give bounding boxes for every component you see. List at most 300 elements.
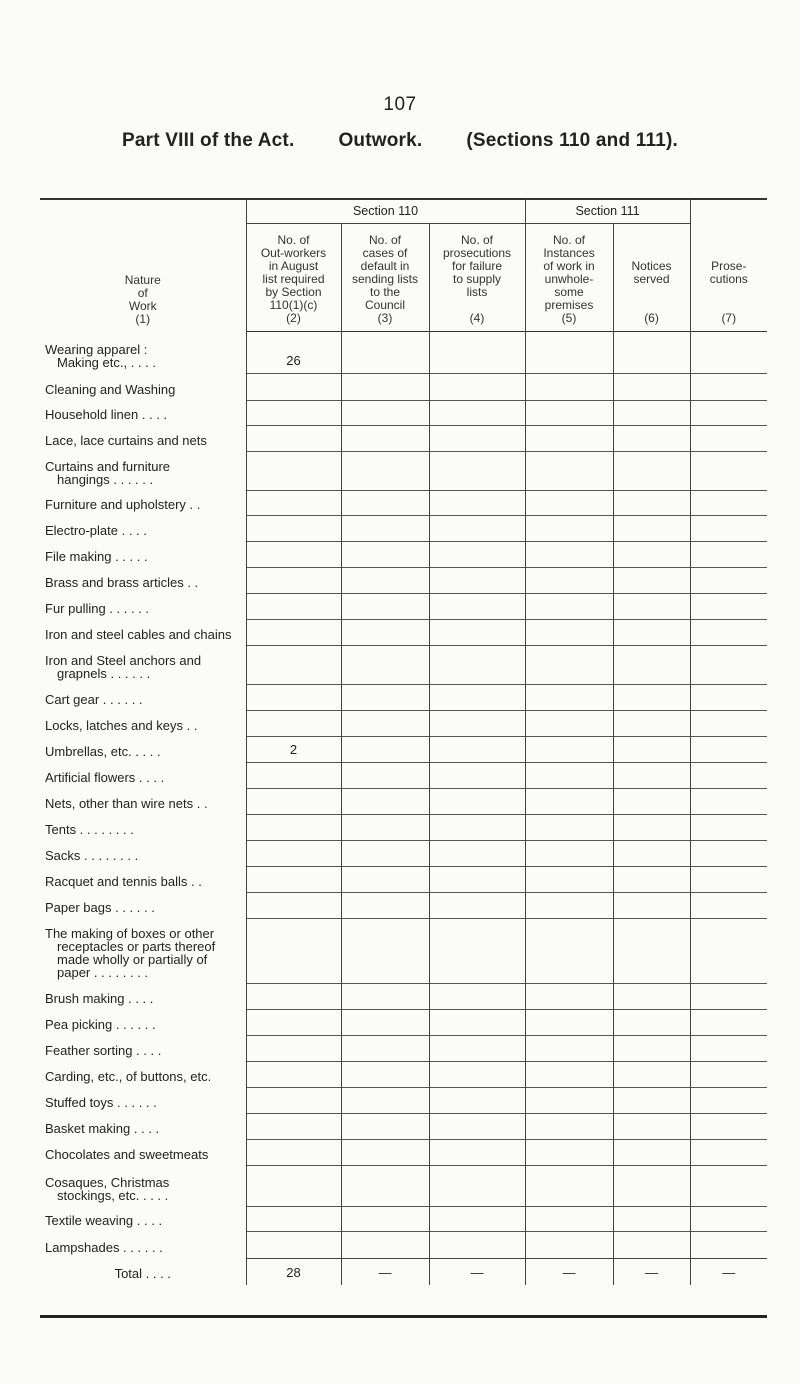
work-type-line: Electro-plate . . . . — [45, 522, 147, 538]
cell-col-4 — [429, 1114, 525, 1140]
cell-col-4 — [429, 1166, 525, 1207]
table-row — [40, 893, 767, 919]
cell-col-6 — [613, 620, 690, 646]
total-c2: 28 — [246, 1259, 341, 1285]
work-type-name — [40, 646, 246, 685]
cell-col-4 — [429, 685, 525, 711]
work-type-line: The making of boxes or other — [45, 925, 215, 941]
cell-col-6 — [613, 1232, 690, 1259]
table-row — [40, 685, 767, 711]
work-type-name — [40, 893, 246, 919]
table-row — [40, 1140, 767, 1166]
cell-col-2 — [246, 452, 341, 491]
work-type-name — [40, 1114, 246, 1140]
cell-col-4 — [429, 594, 525, 620]
page-title — [0, 130, 800, 152]
cell-col-7 — [690, 1062, 767, 1088]
cell-col-3 — [341, 491, 429, 516]
work-type-name — [40, 542, 246, 568]
table-row — [40, 919, 767, 984]
cell-col-2 — [246, 1232, 341, 1259]
work-type-line: Paper bags . . . . . . — [45, 899, 155, 915]
cell-col-5 — [525, 893, 613, 919]
table-row — [40, 426, 767, 452]
cell-col-5 — [525, 452, 613, 491]
table-row — [40, 401, 767, 426]
table-row — [40, 1114, 767, 1140]
table-row — [40, 841, 767, 867]
cell-col-3 — [341, 374, 429, 401]
cell-col-6 — [613, 568, 690, 594]
column-header-line: Notices — [631, 259, 672, 273]
cell-col-4 — [429, 516, 525, 542]
cell-col-3 — [341, 1010, 429, 1036]
work-type-line: Sacks . . . . . . . . — [45, 847, 139, 863]
column-header-line: 110(1)(c) — [269, 298, 318, 312]
column-header-line: by Section — [265, 285, 322, 299]
cell-col-6 — [613, 685, 690, 711]
work-type-name — [40, 867, 246, 893]
cell-col-5 — [525, 332, 613, 374]
work-type-name — [40, 620, 246, 646]
cell-col-7 — [690, 568, 767, 594]
table-row — [40, 1062, 767, 1088]
column-header-line: premises — [544, 298, 594, 312]
work-type-line: Lampshades . . . . . . — [45, 1239, 163, 1255]
cell-col-2 — [246, 1088, 341, 1114]
cell-col-3 — [341, 1036, 429, 1062]
cell-col-2 — [246, 867, 341, 893]
cell-col-3 — [341, 594, 429, 620]
work-type-name — [40, 568, 246, 594]
work-type-line: Racquet and tennis balls . . — [45, 873, 202, 889]
table-row — [40, 789, 767, 815]
cell-col-4 — [429, 1010, 525, 1036]
work-type-name — [40, 1232, 246, 1259]
cell-col-4 — [429, 919, 525, 984]
table-row — [40, 1166, 767, 1207]
cell-col-3 — [341, 1207, 429, 1232]
column-header-line: Nature — [124, 272, 161, 287]
cell-col-2 — [246, 711, 341, 737]
work-type-name — [40, 789, 246, 815]
cell-col-6 — [613, 1010, 690, 1036]
cell-col-4 — [429, 867, 525, 893]
title-subject: Outwork. — [338, 130, 423, 151]
table-row — [40, 763, 767, 789]
cell-col-6 — [613, 1114, 690, 1140]
cell-col-7 — [690, 1088, 767, 1114]
title-sections: (Sections 110 and 111). — [466, 130, 678, 151]
work-type-line: Brush making . . . . — [45, 990, 154, 1006]
cell-col-5 — [525, 1062, 613, 1088]
work-type-name — [40, 1088, 246, 1114]
work-type-name — [40, 1062, 246, 1088]
cell-col-2 — [246, 984, 341, 1010]
cell-col-5 — [525, 1114, 613, 1140]
cell-col-7 — [690, 401, 767, 426]
cell-col-6 — [613, 919, 690, 984]
cell-col-3 — [341, 542, 429, 568]
column-header-line: No. of — [553, 233, 586, 247]
column-header-line: (7) — [721, 311, 737, 325]
table-row — [40, 568, 767, 594]
column-header-line: prosecutions — [442, 246, 512, 260]
work-type-line: Artificial flowers . . . . — [45, 769, 165, 785]
table-header — [40, 199, 767, 332]
work-type-name — [40, 984, 246, 1010]
cell-col-6 — [613, 426, 690, 452]
work-type-name — [40, 332, 246, 374]
work-type-name — [40, 594, 246, 620]
cell-col-4 — [429, 1062, 525, 1088]
cell-col-4 — [429, 815, 525, 841]
cell-col-4 — [429, 426, 525, 452]
cell-col-7 — [690, 1036, 767, 1062]
table-row — [40, 542, 767, 568]
cell-col-7 — [690, 789, 767, 815]
column-header-line: some — [554, 285, 584, 299]
work-type-name — [40, 685, 246, 711]
cell-col-4 — [429, 401, 525, 426]
cell-col-2 — [246, 1166, 341, 1207]
cell-col-3 — [341, 841, 429, 867]
column-header-line: cases of — [362, 246, 408, 260]
total-row — [40, 1259, 767, 1285]
title-part: Part VIII of the Act. — [122, 130, 295, 151]
cell-col-5 — [525, 815, 613, 841]
cell-col-4 — [429, 491, 525, 516]
work-type-line: paper . . . . . . . . — [57, 964, 149, 980]
column-header-line: of — [137, 285, 148, 300]
column-header-line: served — [633, 272, 670, 286]
work-type-line: Chocolates and sweetmeats — [45, 1146, 209, 1162]
work-type-name — [40, 374, 246, 401]
column-header-line: (1) — [135, 311, 151, 326]
cell-col-2 — [246, 542, 341, 568]
work-type-line: made wholly or partially of — [57, 951, 208, 967]
cell-col-7 — [690, 542, 767, 568]
cell-col-5 — [525, 594, 613, 620]
table-row — [40, 737, 767, 763]
cell-col-2 — [246, 1140, 341, 1166]
cell-col-7 — [690, 815, 767, 841]
cell-col-7 — [690, 1140, 767, 1166]
work-type-line: Cleaning and Washing — [45, 381, 176, 397]
table-row — [40, 1010, 767, 1036]
cell-col-2 — [246, 374, 341, 401]
section-110-label: Section 110 — [246, 199, 525, 224]
cell-col-5 — [525, 737, 613, 763]
cell-col-2 — [246, 568, 341, 594]
cell-col-7 — [690, 1114, 767, 1140]
work-type-line: Umbrellas, etc. . . . . — [45, 743, 161, 759]
cell-col-5 — [525, 711, 613, 737]
cell-col-7 — [690, 893, 767, 919]
cell-col-2 — [246, 815, 341, 841]
cell-col-6 — [613, 594, 690, 620]
work-type-line: Iron and steel cables and chains — [45, 626, 232, 642]
column-header-line: of work in — [543, 259, 595, 273]
cell-col-2 — [246, 685, 341, 711]
cell-col-4 — [429, 620, 525, 646]
cell-col-4 — [429, 646, 525, 685]
cell-col-5 — [525, 401, 613, 426]
cell-col-5 — [525, 1140, 613, 1166]
cell-col-6 — [613, 711, 690, 737]
table-row — [40, 620, 767, 646]
cell-col-2 — [246, 620, 341, 646]
work-type-line: Household linen . . . . — [45, 406, 168, 422]
cell-col-7 — [690, 1232, 767, 1259]
work-type-line: hangings . . . . . . — [57, 471, 154, 487]
cell-col-2 — [246, 1114, 341, 1140]
table-row — [40, 1207, 767, 1232]
cell-col-4 — [429, 763, 525, 789]
cell-col-4 — [429, 984, 525, 1010]
cell-col-6 — [613, 646, 690, 685]
cell-col-7 — [690, 841, 767, 867]
cell-col-2 — [246, 1036, 341, 1062]
cell-col-6 — [613, 893, 690, 919]
cell-col-6 — [613, 1036, 690, 1062]
cell-col-2 — [246, 841, 341, 867]
cell-col-6 — [613, 984, 690, 1010]
cell-col-3 — [341, 711, 429, 737]
cell-col-5 — [525, 984, 613, 1010]
table-row — [40, 594, 767, 620]
cell-col-3 — [341, 789, 429, 815]
cell-col-3 — [341, 332, 429, 374]
cell-col-6 — [613, 516, 690, 542]
cell-col-5 — [525, 1010, 613, 1036]
work-type-line: Pea picking . . . . . . — [45, 1016, 156, 1032]
cell-col-4 — [429, 789, 525, 815]
column-header-line: (4) — [469, 311, 485, 325]
cell-col-6 — [613, 452, 690, 491]
work-type-line: Textile weaving . . . . — [45, 1212, 163, 1228]
cell-col-7 — [690, 984, 767, 1010]
cell-col-6 — [613, 1207, 690, 1232]
total-c3: — — [341, 1259, 429, 1285]
cell-col-3 — [341, 815, 429, 841]
column-header-line: (2) — [286, 311, 301, 325]
cell-col-5 — [525, 1036, 613, 1062]
work-type-name — [40, 841, 246, 867]
work-type-line: Basket making . . . . — [45, 1120, 160, 1136]
section-111-label: Section 111 — [525, 199, 690, 224]
work-type-name — [40, 452, 246, 491]
work-type-line: Carding, etc., of buttons, etc. — [45, 1068, 212, 1084]
column-header-1 — [40, 224, 246, 332]
cell-col-7 — [690, 1010, 767, 1036]
cell-col-2 — [246, 919, 341, 984]
table-row — [40, 1088, 767, 1114]
cell-col-3 — [341, 737, 429, 763]
table-row — [40, 984, 767, 1010]
column-header-line: (3) — [377, 311, 393, 325]
column-header-7 — [690, 224, 767, 332]
cell-col-4 — [429, 542, 525, 568]
total-c4: — — [429, 1259, 525, 1285]
cell-col-2 — [246, 789, 341, 815]
table-row — [40, 867, 767, 893]
cell-col-2 — [246, 1207, 341, 1232]
table-row — [40, 646, 767, 685]
column-header-line: (6) — [644, 311, 659, 325]
total-c6: — — [613, 1259, 690, 1285]
cell-col-4 — [429, 1036, 525, 1062]
cell-col-3 — [341, 763, 429, 789]
cell-col-7 — [690, 491, 767, 516]
work-type-line: Tents . . . . . . . . — [45, 821, 134, 837]
cell-col-3 — [341, 516, 429, 542]
table-row — [40, 491, 767, 516]
work-type-name — [40, 919, 246, 984]
work-type-name — [40, 737, 246, 763]
work-type-name — [40, 711, 246, 737]
cell-col-4 — [429, 1232, 525, 1259]
cell-col-7 — [690, 919, 767, 984]
cell-col-4 — [429, 711, 525, 737]
cell-col-4 — [429, 1207, 525, 1232]
cell-col-7 — [690, 646, 767, 685]
work-type-line: Locks, latches and keys . . — [45, 717, 198, 733]
cell-col-4 — [429, 332, 525, 374]
column-header-line: cutions — [709, 272, 748, 286]
table-row — [40, 332, 767, 374]
work-type-name — [40, 1036, 246, 1062]
column-header-line: No. of — [277, 233, 310, 247]
column-header-4 — [429, 224, 525, 332]
cell-col-5 — [525, 491, 613, 516]
cell-col-6 — [613, 763, 690, 789]
cell-col-3 — [341, 1140, 429, 1166]
cell-col-7 — [690, 685, 767, 711]
column-header-line: Instances — [543, 246, 595, 260]
cell-col-6 — [613, 332, 690, 374]
cell-col-3 — [341, 919, 429, 984]
work-type-name — [40, 426, 246, 452]
cell-col-5 — [525, 426, 613, 452]
cell-col-2 — [246, 426, 341, 452]
column-header-line: sending lists — [351, 272, 419, 286]
table-row — [40, 1036, 767, 1062]
cell-col-4 — [429, 893, 525, 919]
table-body — [40, 332, 767, 1285]
cell-col-2: 26 — [246, 332, 341, 374]
cell-col-6 — [613, 542, 690, 568]
cell-col-2 — [246, 516, 341, 542]
cell-col-6 — [613, 1166, 690, 1207]
cell-col-7 — [690, 452, 767, 491]
cell-col-3 — [341, 867, 429, 893]
column-header-line: Prose- — [711, 259, 747, 273]
cell-col-3 — [341, 452, 429, 491]
cell-col-2 — [246, 1062, 341, 1088]
cell-col-3 — [341, 1232, 429, 1259]
table-row — [40, 452, 767, 491]
cell-col-5 — [525, 646, 613, 685]
cell-col-2 — [246, 893, 341, 919]
column-header-line: Work — [128, 298, 157, 313]
work-type-line: Curtains and furniture — [45, 458, 171, 474]
work-type-line: Furniture and upholstery . . — [45, 496, 201, 512]
column-header-line: (5) — [561, 311, 577, 325]
work-type-name — [40, 401, 246, 426]
work-type-name — [40, 516, 246, 542]
cell-col-2 — [246, 491, 341, 516]
cell-col-5 — [525, 568, 613, 594]
cell-col-7 — [690, 1166, 767, 1207]
cell-col-5 — [525, 841, 613, 867]
cell-col-2 — [246, 763, 341, 789]
column-header-line: Out-workers — [260, 246, 327, 260]
cell-col-4 — [429, 374, 525, 401]
cell-col-7 — [690, 867, 767, 893]
cell-col-7 — [690, 374, 767, 401]
column-header-line: for failure — [451, 259, 503, 273]
cell-col-7 — [690, 426, 767, 452]
cell-col-4 — [429, 737, 525, 763]
work-type-name — [40, 1166, 246, 1207]
column-header-line: lists — [466, 285, 488, 299]
column-header-line: Council — [364, 298, 406, 312]
column-header-line: unwhole- — [544, 272, 594, 286]
cell-col-5 — [525, 374, 613, 401]
cell-col-6 — [613, 1140, 690, 1166]
column-header-2 — [246, 224, 341, 332]
column-header-line: No. of — [461, 233, 494, 247]
cell-col-5 — [525, 1207, 613, 1232]
column-header-line: to supply — [452, 272, 502, 286]
cell-col-5 — [525, 1232, 613, 1259]
work-type-line: Wearing apparel : — [45, 341, 148, 357]
cell-col-7 — [690, 737, 767, 763]
work-type-name — [40, 763, 246, 789]
column-header-line: to the — [369, 285, 401, 299]
column-header-line: default in — [360, 259, 410, 273]
cell-col-6 — [613, 841, 690, 867]
cell-col-6 — [613, 491, 690, 516]
cell-col-3 — [341, 1166, 429, 1207]
cell-col-3 — [341, 893, 429, 919]
cell-col-3 — [341, 426, 429, 452]
work-type-name — [40, 1010, 246, 1036]
cell-col-6 — [613, 1062, 690, 1088]
page-number: 107 — [383, 94, 417, 115]
table-row — [40, 815, 767, 841]
work-type-line: Feather sorting . . . . — [45, 1042, 162, 1058]
cell-col-6 — [613, 789, 690, 815]
cell-col-6 — [613, 401, 690, 426]
work-type-line: stockings, etc. . . . . — [57, 1187, 169, 1203]
column-header-line: No. of — [368, 233, 401, 247]
cell-col-4 — [429, 1088, 525, 1114]
table-row — [40, 1232, 767, 1259]
cell-col-5 — [525, 516, 613, 542]
cell-col-7 — [690, 516, 767, 542]
cell-col-6 — [613, 815, 690, 841]
work-type-line: Cosaques, Christmas — [45, 1174, 170, 1190]
work-type-name — [40, 491, 246, 516]
cell-col-6 — [613, 374, 690, 401]
work-type-line: Fur pulling . . . . . . — [45, 600, 150, 616]
work-type-line: File making . . . . . — [45, 548, 148, 564]
table-row — [40, 516, 767, 542]
total-c5: — — [525, 1259, 613, 1285]
cell-col-4 — [429, 452, 525, 491]
